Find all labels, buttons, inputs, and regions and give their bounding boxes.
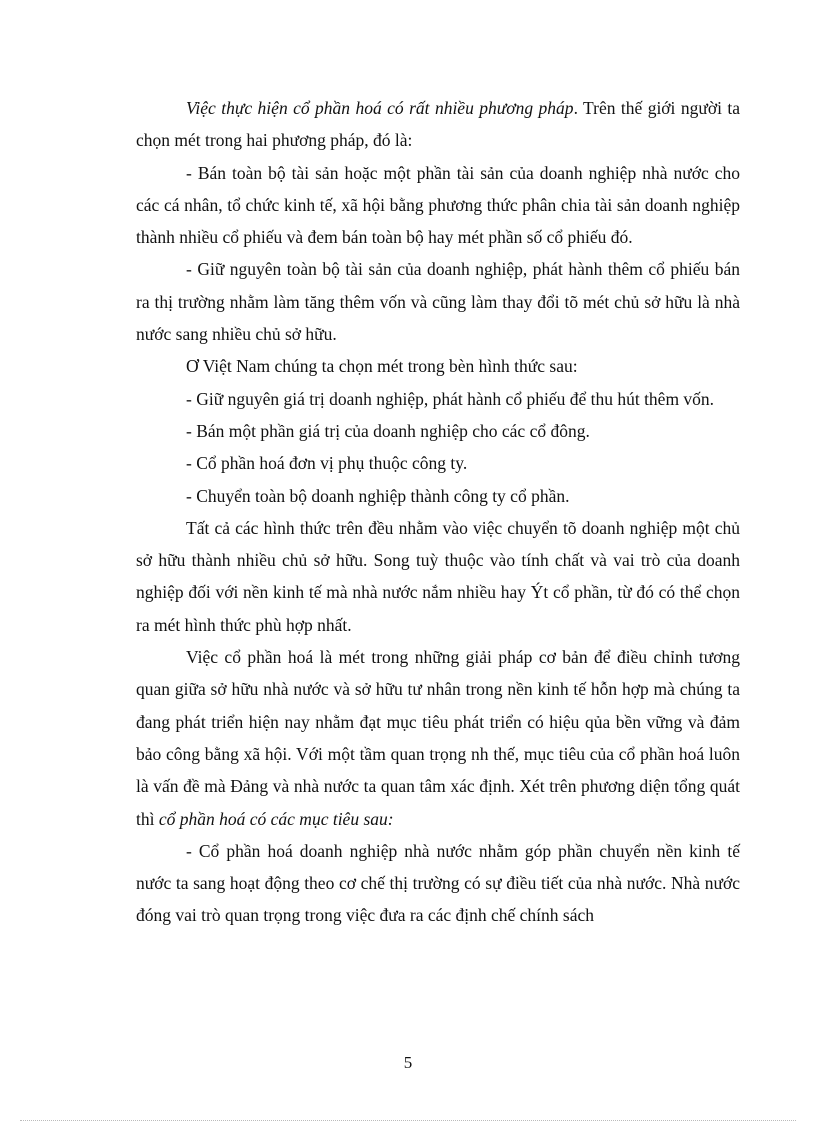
paragraph-intro [136,92,740,157]
italic-lead: Việc thực hiện cổ phần hoá có rất nhiều phương pháp [186,98,574,118]
page-number: 5 [403,1053,413,1072]
paragraph: Tất cả các hình thức trên đều nhằm vào việc chuyển tõ doanh nghiệp một chủ sở hữu thành nhiều chủ sở hữu. Song tuỳ thuộc vào tính chất và vai trò của doanh nghiệp đối với nền kinh tế mà nhà nước nắm nhiều hay Ýt cổ phần, từ đó có thể chọn ra mét hình thức phù hợp nhất. [136,517,740,635]
body-text [136,92,740,932]
paragraph: - Giữ nguyên toàn bộ tài sản của doanh nghiệp, phát hành thêm cổ phiếu bán ra thị trường nhằm làm tăng thêm vốn và cũng làm thay đổi tõ mét chủ sở hữu là nhà nước sang nhiều chủ sở hữu. [136,259,740,345]
paragraph: - Cổ phần hoá đơn vị phụ thuộc công ty. [186,453,468,474]
italic-tail: cổ phần hoá có các mục tiêu sau: [158,808,394,829]
paragraph-text: Việc cổ phần hoá là mét trong những giải pháp cơ bản để điều chỉnh tương quan giữa sở hữu nhà nước và sở hữu tư nhân trong nền kinh tế hỗn hợp mà chúng ta đang phát triển hiện nay nhằm đạt mục tiêu phát triển có hiệu qủa bền vững và đảm bảo công bằng xã hội. Với một tầm quan trọng nh thế, mục tiêu của cổ phần hoá luôn là vấn đề mà Đảng và nhà nước ta quan tâm xác định. Xét trên phương diện tổng quát thì [136,647,740,829]
paragraph: - Bán toàn bộ tài sản hoặc một phần tài sản của doanh nghiệp nhà nước cho các cá nhân, tổ chức kinh tế, xã hội bằng phương thức phân chia tài sản doanh nghiệp thành nhiều cổ phiếu và đem bán toàn bộ hay mét phần số cổ phiếu đó. [136,162,740,248]
paragraph-goals [136,641,740,835]
paragraph: - Chuyển toàn bộ doanh nghiệp thành công ty cổ phần. [186,485,570,506]
page-bottom-divider [20,1120,796,1121]
paragraph: Ơ Việt Nam chúng ta chọn mét trong bèn hình thức sau: [186,356,578,377]
paragraph: - Bán một phần giá trị của doanh nghiệp cho các cổ đông. [186,420,590,441]
paragraph: - Cổ phần hoá doanh nghiệp nhà nước nhằm góp phần chuyển nền kinh tế nước ta sang hoạt động theo cơ chế thị trường có sự điều tiết của nhà nước. Nhà nước đóng vai trò quan trọng trong việc đưa ra các định chế chính sách [136,840,740,926]
paragraph: - Giữ nguyên giá trị doanh nghiệp, phát hành cổ phiếu để thu hút thêm vốn. [186,388,715,409]
paragraph-text: . Trên thế giới người ta chọn mét trong hai phương pháp, đó là: [136,98,740,151]
